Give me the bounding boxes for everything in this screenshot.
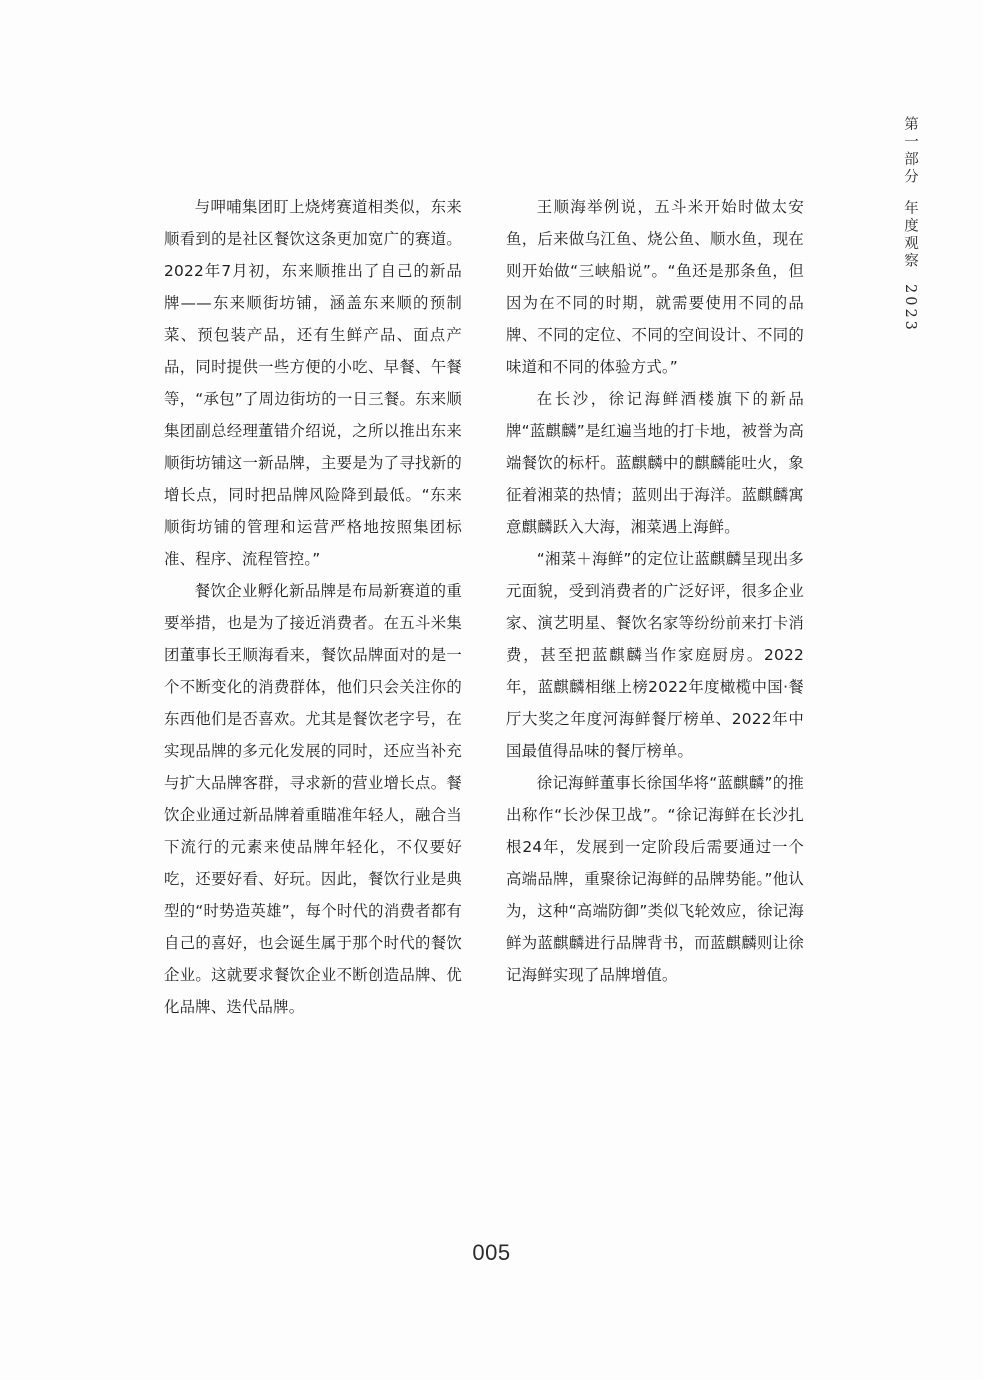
side-label-year: 2023 — [902, 284, 918, 333]
right-paragraph-3: “湘菜＋海鲜”的定位让蓝麒麟呈现出多元面貌，受到消费者的广泛好评，很多企业家、演艺明星、餐饮名家等纷纷前来打卡消费，甚至把蓝麒麟当作家庭厨房。2022年，蓝麒麟相继上榜2022年度橄榄中国·餐厅大奖之年度河海鲜餐厅榜单、2022年中国最值得品味的餐厅榜单。 — [506, 550, 804, 760]
right-paragraph-4: 徐记海鲜董事长徐国华将“蓝麒麟”的推出称作“长沙保卫战”。“徐记海鲜在长沙扎根24年，发展到一定阶段后需要通过一个高端品牌，重聚徐记海鲜的品牌势能。”他认为，这种“高端防御”类似飞轮效应，徐记海鲜为蓝麒麟进行品牌背书，而蓝麒麟则让徐记海鲜实现了品牌增值。 — [506, 774, 804, 984]
left-paragraph-1: 与呷哺集团盯上烧烤赛道相类似，东来顺看到的是社区餐饮这条更加宽广的赛道。2022年7月初，东来顺推出了自己的新品牌——东来顺街坊铺，涵盖东来顺的预制菜、预包装产品，还有生鲜产品、面点产品，同时提供一些方便的小吃、早餐、午餐等，“承包”了周边街坊的一日三餐。东来顺集团副总经理董错介绍说，之所以推出东来顺街坊铺这一新品牌，主要是为了寻找新的增长点，同时把品牌风险降到最低。“东来顺街坊铺的管理和运营严格地按照集团标准、程序、流程管控。” — [164, 198, 462, 568]
page-number: 005 — [472, 1240, 511, 1265]
left-text-column — [164, 191, 462, 1023]
side-label-section: 年度观察 — [902, 200, 918, 270]
left-paragraph-2: 餐饮企业孵化新品牌是布局新赛道的重要举措，也是为了接近消费者。在五斗米集团董事长王顺海看来，餐饮品牌面对的是一个不断变化的消费群体，他们只会关注你的东西他们是否喜欢。尤其是餐饮老字号，在实现品牌的多元化发展的同时，还应当补充与扩大品牌客群，寻求新的营业增长点。餐饮企业通过新品牌着重瞄准年轻人，融合当下流行的元素来使品牌年轻化，不仅要好吃，还要好看、好玩。因此，餐饮行业是典型的“时势造英雄”，每个时代的消费者都有自己的喜好，也会诞生属于那个时代的餐饮企业。这就要求餐饮企业不断创造品牌、优化品牌、迭代品牌。 — [164, 582, 462, 1016]
right-paragraph-1: 王顺海举例说，五斗米开始时做太安鱼，后来做乌江鱼、烧公鱼、顺水鱼，现在则开始做“三峡船说”。“鱼还是那条鱼，但因为在不同的时期，就需要使用不同的品牌、不同的定位、不同的空间设计、不同的味道和不同的体验方式。” — [506, 198, 804, 376]
right-text-column — [506, 191, 804, 991]
side-label-part: 第一部分 — [902, 116, 918, 186]
right-paragraph-2: 在长沙，徐记海鲜酒楼旗下的新品牌“蓝麒麟”是红遍当地的打卡地，被誉为高端餐饮的标杆。蓝麒麟中的麒麟能吐火，象征着湘菜的热情；蓝则出于海洋。蓝麒麟寓意麒麟跃入大海，湘菜遇上海鲜。 — [506, 390, 804, 536]
section-side-label — [898, 116, 922, 333]
